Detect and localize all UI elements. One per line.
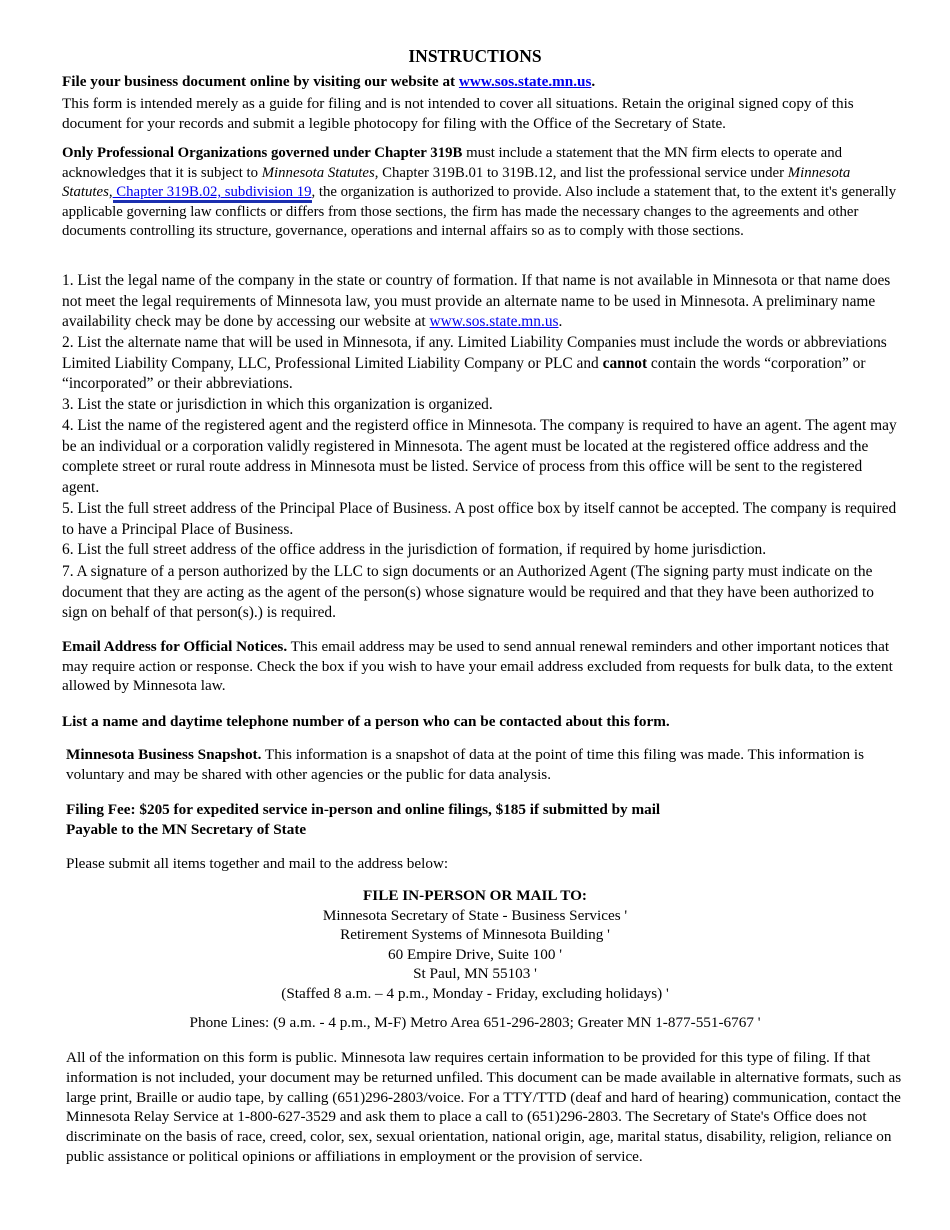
email-bold: Email Address for Official Notices. xyxy=(62,638,288,655)
item-2-bold: cannot xyxy=(602,354,648,372)
snapshot-paragraph xyxy=(66,745,902,784)
address-heading: FILE IN-PERSON OR MAIL TO: xyxy=(363,887,587,904)
professional-text-2: , Chapter 319B.01 to 319B.12, and list the professional service under xyxy=(374,164,788,181)
phone-lines-text: Phone Lines: (9 a.m. - 4 p.m., M-F) Metro Area 651-296-2803; Greater MN 1-877-551-6767 ' xyxy=(189,1014,761,1031)
snapshot-text: This information is a snapshot of data at the point of time this filing was made. This information is voluntary and may be shared with other agencies or the public for data analysis. xyxy=(66,746,865,783)
professional-text-1: must include a statement that the MN firm elects to operate and acknowledges that it is subject to xyxy=(62,145,843,181)
address-line-5: (Staffed 8 a.m. – 4 p.m., Monday - Friday, excluding holidays) ' xyxy=(281,984,669,1002)
address-line-3: 60 Empire Drive, Suite 100 ' xyxy=(388,945,562,963)
item-1 xyxy=(62,271,900,333)
item-1-text: 1. List the legal name of the company in the state or country of formation. If that name is not available in Minnesota or that name does not meet the legal requirements of Minnesota law, you must provide an alternate name to be used in Minnesota. A preliminary name availability check may be done by accessing our website at xyxy=(62,272,891,330)
email-text: This email address may be used to send annual renewal reminders and other important notices that may require action or response. Check the box if you wish to have your email address excluded from requests for bulk data, to the extent allowed by Minnesota law. xyxy=(62,638,893,695)
professional-bold: Only Professional Organizations governed under Chapter 319B xyxy=(62,145,463,161)
website-link[interactable]: www.sos.state.mn.us xyxy=(458,73,592,90)
intro-paragraph: This form is intended merely as a guide for filing and is not intended to cover all situations. Retain the original signed copy of this document for your records and submit a legible photocopy for filing with the Office of the Secretary of State. xyxy=(62,95,854,132)
snapshot-bold: Minnesota Business Snapshot. xyxy=(66,746,262,763)
phone-lines xyxy=(0,1013,950,1033)
submit-instruction: Please submit all items together and mail to the address below: xyxy=(66,855,449,872)
item-2 xyxy=(62,333,900,395)
mailing-address xyxy=(0,886,950,1004)
address-line-4: St Paul, MN 55103 ' xyxy=(413,965,537,983)
contact-paragraph: List a name and daytime telephone number of a person who can be contacted about this form. xyxy=(62,713,670,730)
professional-text-4: , the organization is authorized to provide. Also include a statement that, to the extent it's generally applicable governing law conflicts or differs from those sections, the firm has made the necessary changes to the agreements and other documents controlling its structure, governance, operations and internal affairs so as to comply with those sections. xyxy=(62,184,897,240)
online-filing-line xyxy=(62,72,900,92)
item-5: 5. List the full street address of the Principal Place of Business. A post office box by itself cannot be accepted. The company is required to have a Principal Place of Business. xyxy=(62,500,897,538)
filing-fee xyxy=(66,800,902,839)
item-2-text: 2. List the alternate name that will be used in Minnesota, if any. Limited Liability Companies must include the words or abbreviations Limited Liability Company, LLC, Professional Limited Liability Company or PLC and xyxy=(62,334,887,372)
online-filing-lead: File your business document online by visiting our website at xyxy=(62,73,459,90)
chapter-319b-link[interactable]: Chapter 319B.02, subdivision 19 xyxy=(113,184,312,203)
professional-text-3: , xyxy=(108,184,113,201)
address-line-1: Minnesota Secretary of State - Business Services ' xyxy=(322,906,628,924)
email-paragraph xyxy=(62,637,900,696)
public-information-paragraph: All of the information on this form is public. Minnesota law requires certain information to be provided for this type of filing. If that information is not included, your document may be returned unfiled. This document can be made available in alternative formats, such as large print, Braille or audio tape, by calling (651)296-2803/voice. For a TTY/TTD (deaf and hard of hearing) communication, contact the Minnesota Relay Service at 1-800-627-3529 and ask them to place a call to (651)296-2803. The Secretary of State's Office does not discriminate on the basis of race, creed, color, sex, sexual orientation, national origin, age, marital status, disability, religion, reliance on public assistance or political opinions or affiliations in employment or the provision of service. xyxy=(66,1049,902,1165)
filing-fee-line-2: Payable to the MN Secretary of State xyxy=(66,820,307,838)
item-4: 4. List the name of the registered agent and the registerd office in Minnesota. The company is required to have an agent. The agent may be an individual or a corporation validly registered in Minnesota. The agent must be located at the registered office address and the complete street or rural route address in Minnesota must be listed. Service of process from this office will be sent to the registered agent. xyxy=(62,417,897,496)
page-title: INSTRUCTIONS xyxy=(408,46,542,66)
item-2-end: contain the words “corporation” or “incorporated” or their abbreviations. xyxy=(62,354,866,392)
item-6: 6. List the full street address of the office address in the jurisdiction of formation, if required by home jurisdiction. xyxy=(62,541,767,558)
item-7: 7. A signature of a person authorized by the LLC to sign documents or an Authorized Agent (The signing party must indicate on the document that they are acting as the agent of the person(s) whose signature would be required and that they have been authorized to sign on behalf of that person(s).) is required. xyxy=(62,563,874,621)
item-1-end: . xyxy=(558,313,563,330)
statutes-italic-2: Minnesota Statutes xyxy=(62,164,851,201)
item-3: 3. List the state or jurisdiction in which this organization is organized. xyxy=(62,396,493,413)
professional-paragraph xyxy=(62,144,900,242)
website-link-2[interactable]: www.sos.state.mn.us xyxy=(429,313,559,330)
statutes-italic-1: Minnesota Statutes xyxy=(261,164,375,181)
filing-fee-line-1: Filing Fee: $205 for expedited service in-person and online filings, $185 if submitted by mail xyxy=(66,801,661,818)
address-line-2: Retirement Systems of Minnesota Building ' xyxy=(340,926,610,944)
online-filing-end: . xyxy=(591,73,596,90)
